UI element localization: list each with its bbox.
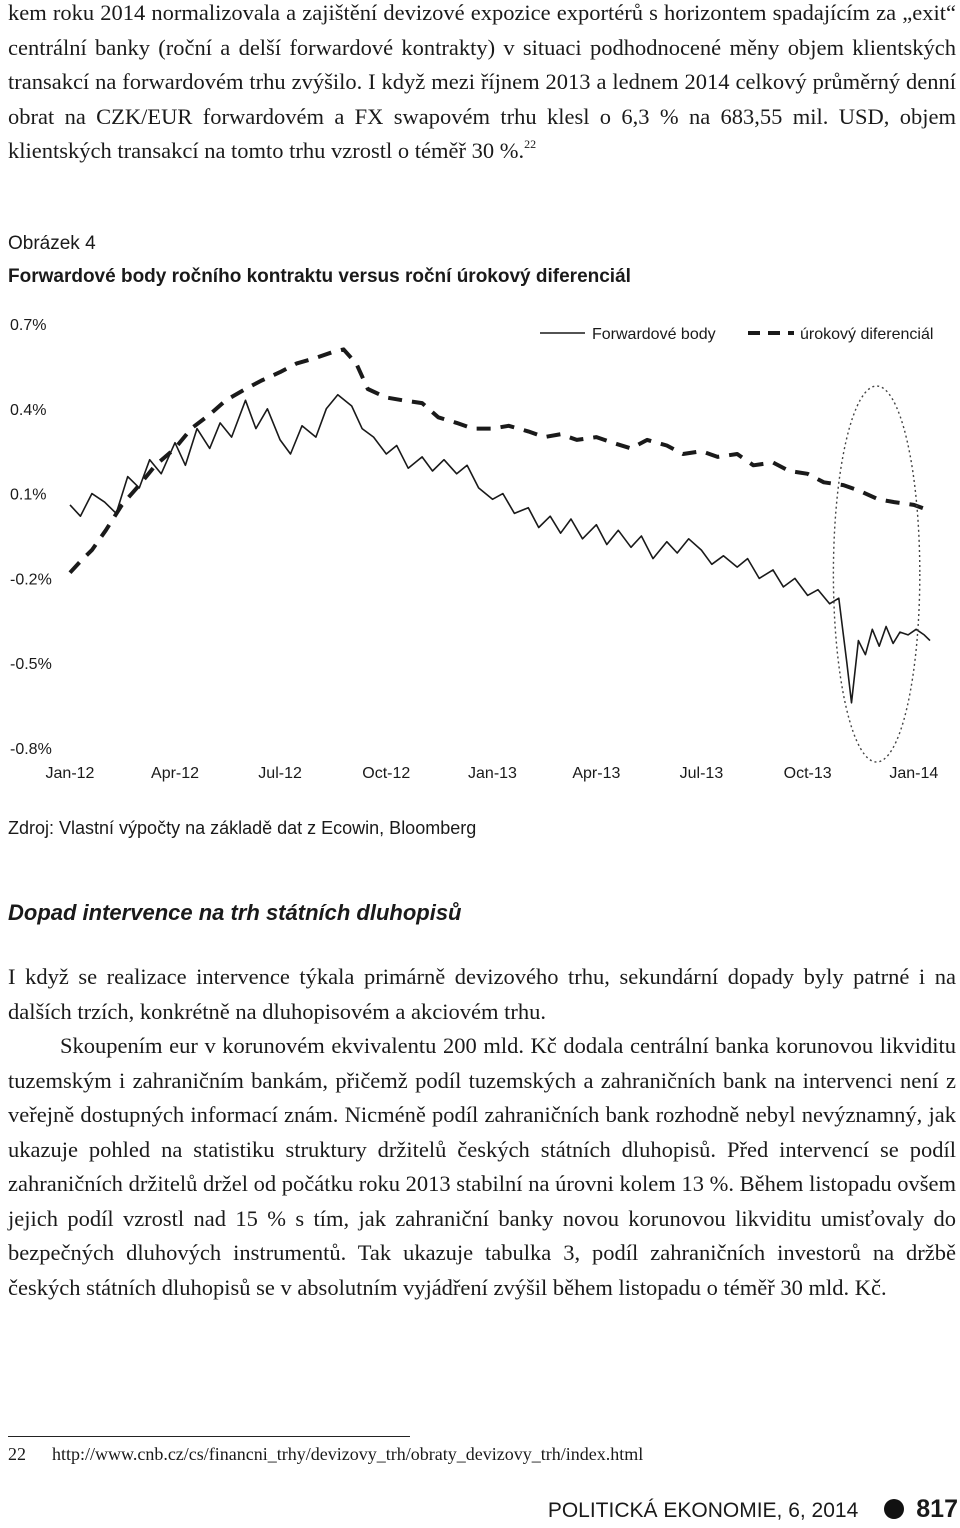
footnote-link[interactable]: http://www.cnb.cz/cs/financni_trhy/devizovy_trh/obraty_devizovy_trh/index.html (52, 1444, 644, 1464)
series-interest-differential-line (70, 349, 930, 572)
y-tick-label: -0.8% (10, 741, 52, 758)
x-tick-label: Apr-13 (572, 765, 621, 782)
footnote (8, 1444, 643, 1465)
line-chart (0, 300, 960, 800)
x-tick-label: Jul-12 (258, 765, 302, 782)
series-forward-points-line (70, 395, 930, 703)
paragraph-intro-text: kem roku 2014 normalizovala a zajištění devizové expozice exportérů s horizontem spadajícím za „exit“ centrální banky (roční a delší forwardové kontrakty) v situaci podhodnocené měny objem klientských transakcí na forwardovém trhu zvýšilo. I když mezi říjnem 2013 a lednem 2014 celkový průměrný denní obrat na CZK/EUR forwardovém a FX swapovém trhu klesl o 6,3 % na 683,55 mil. USD, objem klientských transakcí na tomto trhu vzrostl o téměř 30 %. (8, 0, 956, 163)
x-tick-label: Jan-13 (468, 765, 517, 782)
legend-label-forward: Forwardové body (592, 326, 716, 343)
series-layer (70, 349, 930, 702)
section-heading: Dopad intervence na trh státních dluhopisů (8, 900, 462, 925)
footnote-number: 22 (8, 1444, 26, 1464)
y-tick-label: -0.2% (10, 571, 52, 589)
footnote-divider (8, 1436, 410, 1437)
x-tick-label: Oct-12 (362, 765, 411, 782)
page-footer (548, 1495, 958, 1524)
x-tick-label: Jan-14 (889, 765, 939, 782)
y-tick-label: 0.1% (10, 486, 47, 504)
bullet-dot-icon (884, 1499, 904, 1519)
chart-legend (540, 326, 933, 343)
paragraph-intro (8, 0, 956, 169)
legend-label-differential: úrokový diferenciál (800, 326, 934, 343)
y-tick-label: -0.5% (10, 656, 52, 674)
page-number: 817 (916, 1495, 958, 1523)
figure-source: Zdroj: Vlastní výpočty na základě dat z Ecowin, Bloomberg (8, 818, 477, 838)
y-axis-ticks (10, 317, 52, 758)
x-axis-ticks (46, 765, 939, 782)
figure-title: Forwardové body ročního kontraktu versus roční úrokový diferenciál (8, 266, 631, 287)
y-tick-label: 0.7% (10, 317, 47, 334)
x-tick-label: Jul-13 (679, 765, 724, 782)
journal-name: POLITICKÁ EKONOMIE, 6, 2014 (547, 1499, 859, 1522)
x-tick-label: Jan-12 (45, 765, 95, 782)
highlight-ellipse (833, 386, 919, 762)
x-tick-label: Apr-12 (151, 765, 200, 782)
paragraph-2: I když se realizace intervence týkala primárně devizového trhu, sekundární dopady byly patrné i na dalších trzích, konkrétně na dluhopisovém a akciovém trhu. (8, 964, 956, 1024)
x-tick-label: Oct-13 (783, 765, 832, 782)
footnote-ref[interactable]: 22 (524, 137, 537, 151)
y-tick-label: 0.4% (10, 401, 47, 419)
paragraph-3: Skoupením eur v korunovém ekvivalentu 200 mld. Kč dodala centrální banka korunovou likviditu tuzemským i zahraničním bankám, přičemž podíl tuzemských a zahraničních bank na intervenci není z veřejně dostupných informací znám. Nicméně podíl zahraničních bank rozhodně nebyl nevýznamný, jak ukazuje pohled na statistiku struktury držitelů českých státních dluhopisů. Před intervencí se podíl zahraničních držitelů držel od počátku roku 2013 stabilní na úrovni kolem 13 %. Během listopadu ovšem jejich podíl vzrostl nad 15 % s tím, jak zahraniční banky novou korunovou likviditu umisťovaly do bezpečných dluhových instrumentů. Tak ukazuje tabulka 3, podíl zahraničních investorů na držbě českých státních dluhopisů se v absolutním vyjádření zvýšil během listopadu o téměř 30 mld. Kč. (8, 1033, 956, 1300)
figure-number: Obrázek 4 (8, 233, 96, 254)
